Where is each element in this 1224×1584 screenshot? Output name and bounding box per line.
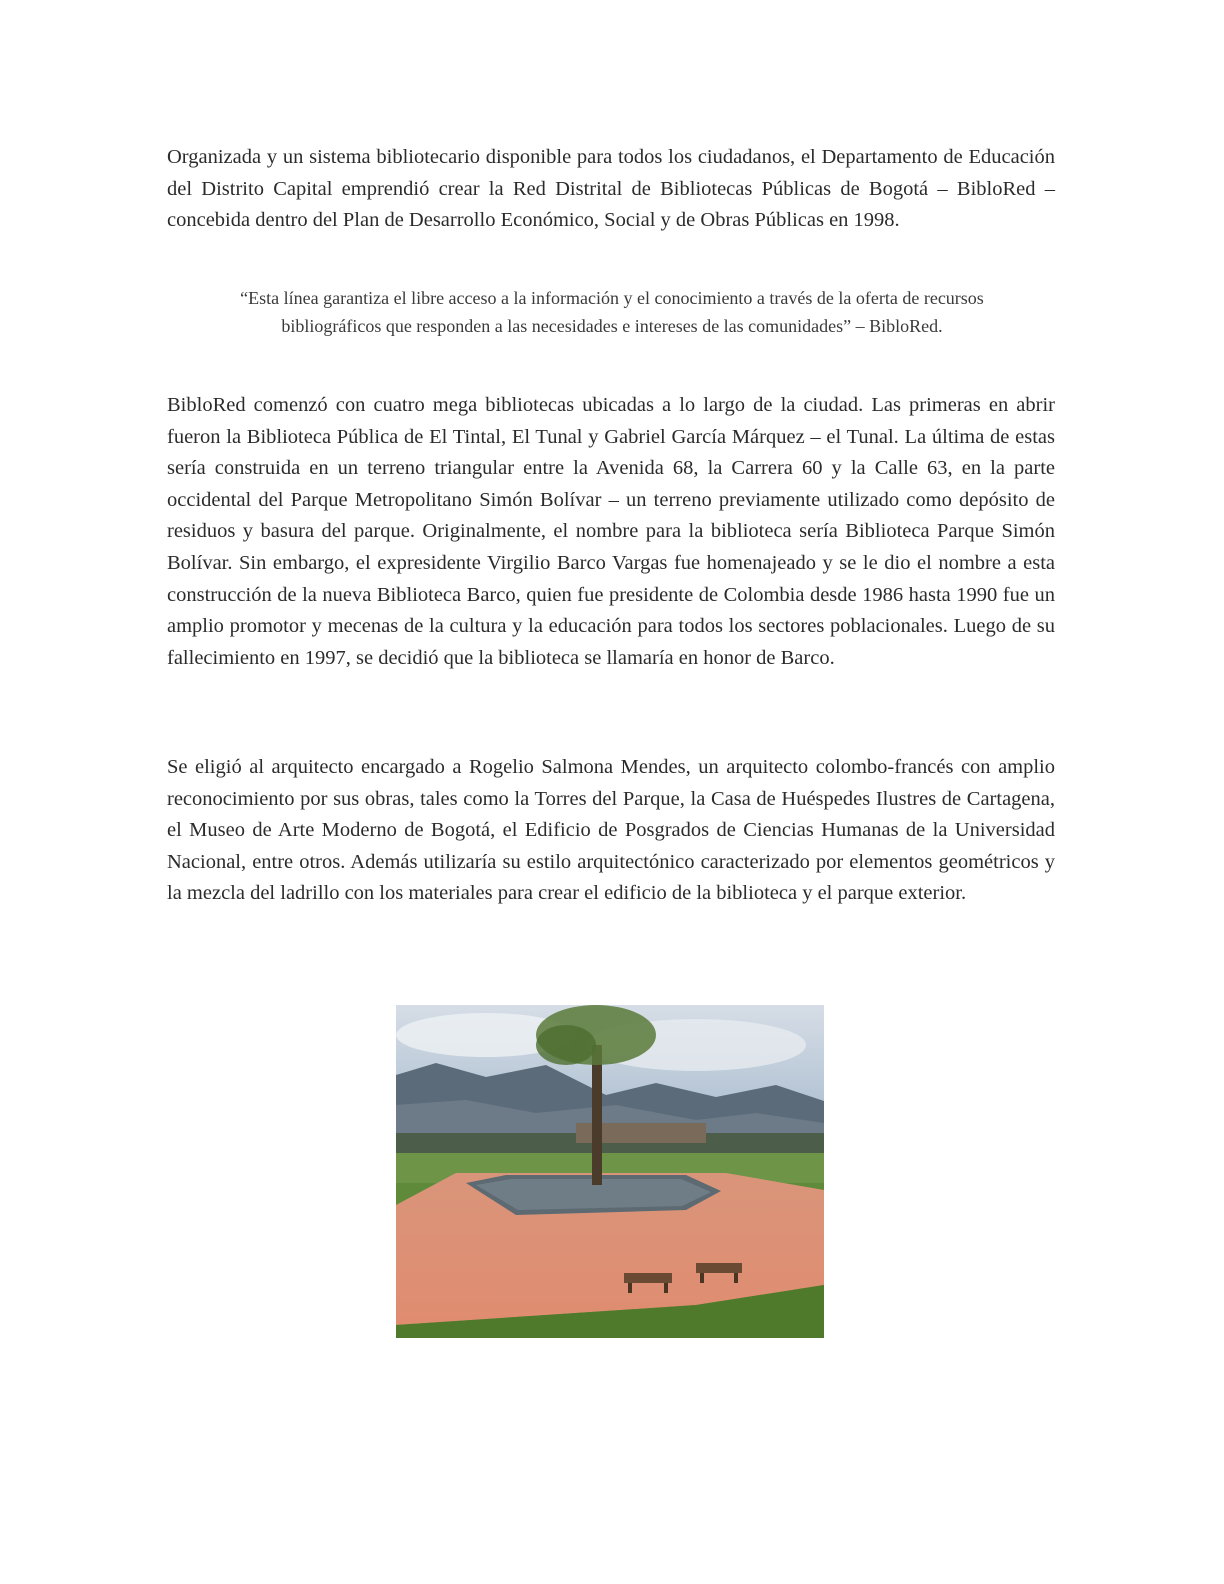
- quote-block: “Esta línea garantiza el libre acceso a la información y el conocimiento a través de la oferta de recursos bibliográficos que responden a las necesidades e intereses de las comunidades” – BibloRed.: [240, 288, 984, 336]
- paragraph-architect: Se eligió al arquitecto encargado a Rogelio Salmona Mendes, un arquitecto colombo-francés con amplio reconocimiento por sus obras, tales como la Torres del Parque, la Casa de Huéspedes Ilustres de Cartagena, el Museo de Arte Moderno de Bogotá, el Edificio de Posgrados de Ciencias Humanas de la Universidad Nacional, entre otros. Además utilizaría su estilo arquitectónico caracterizado por elementos geométricos y la mezcla del ladrillo con los materiales para crear el edificio de la biblioteca y el parque exterior.: [167, 756, 1055, 905]
- library-park-photo: [396, 1005, 824, 1338]
- paragraph-bibloRed-history: BibloRed comenzó con cuatro mega bibliotecas ubicadas a lo largo de la ciudad. Las primeras en abrir fueron la Biblioteca Pública de El Tintal, El Tunal y Gabriel García Márquez – el Tunal. La última de estas sería construida en un terreno triangular entre la Avenida 68, la Carrera 60 y la Calle 63, en la parte occidental del Parque Metropolitano Simón Bolívar – un terreno previamente utilizado como depósito de residuos y basura del parque. Originalmente, el nombre para la biblioteca sería Biblioteca Parque Simón Bolívar. Sin embargo, el expresidente Virgilio Barco Vargas fue homenajeado y se le dio el nombre a esta construcción de la nueva Biblioteca Barco, quien fue presidente de Colombia desde 1986 hasta 1990 fue un amplio promotor y mecenas de la cultura y la educación para todos los sectores poblacionales. Luego de su fallecimiento en 1997, se decidió que la biblioteca se llamaría en honor de Barco.: [167, 394, 1055, 669]
- paragraph-intro: Organizada y un sistema bibliotecario disponible para todos los ciudadanos, el Departamento de Educación del Distrito Capital emprendió crear la Red Distrital de Bibliotecas Públicas de Bogotá – BibloRed – concebida dentro del Plan de Desarrollo Económico, Social y de Obras Públicas en 1998.: [167, 146, 1055, 232]
- library-park-photo-icon: [396, 1005, 824, 1338]
